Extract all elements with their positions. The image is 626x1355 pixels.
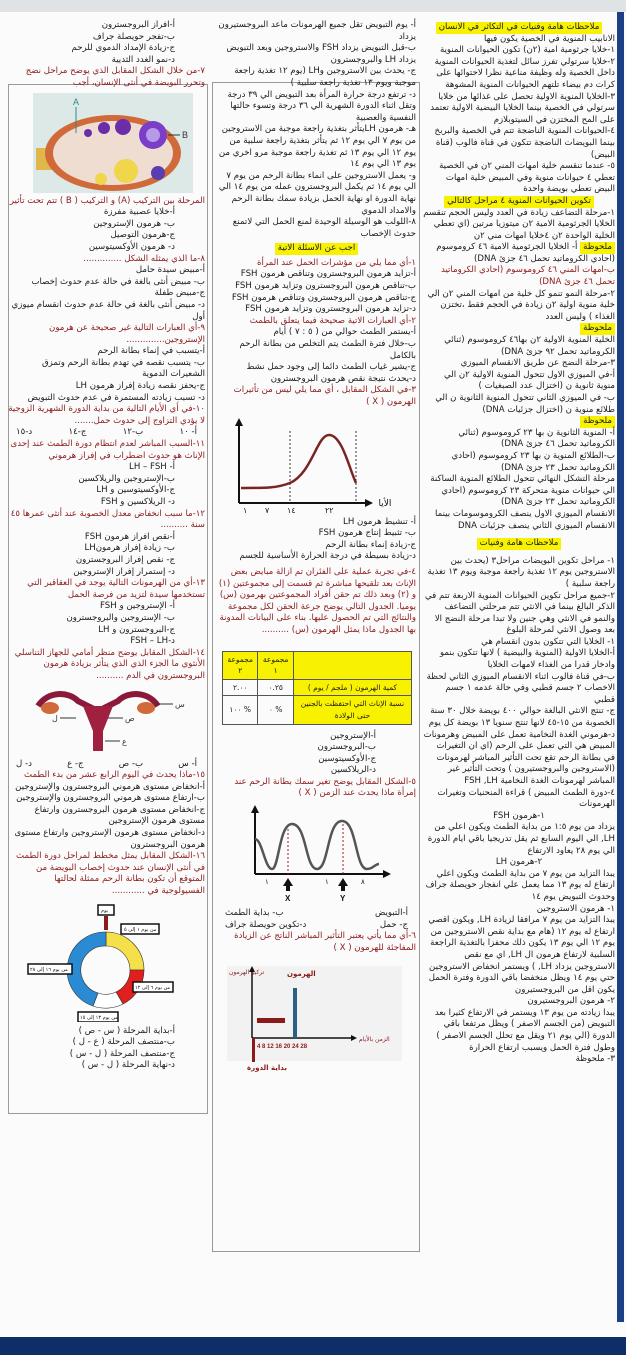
svg-text:B: B	[182, 129, 189, 140]
option: ج- ع	[67, 758, 84, 769]
option: د- هرمون الأوكسيتوسين	[88, 241, 175, 252]
text-line: يبدا زيادته من يوم ١٣ ويستمر في الارتفاع كثيرا بعد التبويض (من الجسم الاصفر ) ويظل مرتفعا باقي الدورة (الي يوم ٢١ ويقل مع تحلل الجسم الاصفر ) وطول فترة الحمل ويسبب ارتفاع الحرارة	[434, 1007, 615, 1053]
option: ج-يشير غياب الطمث دائما إلى وجود حمل نشط	[246, 362, 416, 373]
option: أ-يتسبب في إنماء بطانة الرحم	[97, 346, 205, 357]
text-line: أ- الخلايا الجرثومية الامية ٤٦ كروموسوم (احادي الكروماتيد تحمل ٤٦ جزئ DNA)	[436, 242, 615, 264]
text-line: ج- يحدث بين الاستروجين وLH (يوم ١٢ تغذية راجعة موجبة ويوم ١٣ تغذية راجعة سلبية )	[234, 66, 416, 88]
option: ب-تفجر حويصلة جراف	[92, 31, 175, 42]
text-line: و- يعمل الاستروجين على انماء بطانة الرحم من يوم ٧ الي يوم ١٤ ثم يكمل البروجسترون عمله من يوم ١٤ الي نهاية الدورة او نهاية الحمل بزيادة سمك بطانة الرحم والامداد الدموي	[218, 170, 416, 216]
option: ج-الأوكسيتوسين	[318, 753, 376, 764]
option: أ- ١٠	[179, 427, 197, 438]
hormone-x-chart	[217, 413, 416, 513]
svg-text:الزمن بالأيام: الزمن بالأيام	[359, 1036, 390, 1044]
option: ب-البروجسترون	[317, 742, 376, 753]
option: ب-خلال فترة الطمث يتم التخلص من بطانة الرحم بالكامل	[239, 339, 416, 361]
text-line: ٢-خلايا سرتولي تفرز سائل لتغذية الحيوانات المنوية داخل الخصية وله وظيفة مناعية نظرا لاحتوائها على كرات دم بيضاء تلتهم الحيوانات المنوية المشوهة	[434, 56, 615, 90]
option: ج- حمل	[379, 919, 408, 930]
option: ب- هرمون الإستروجين	[93, 218, 175, 229]
option: ج-١٤	[68, 427, 87, 438]
section-title-sperm: تكوين الحيوانات المنوية ٤ مراحل كالتالي	[444, 196, 594, 208]
option: أ-التبويض	[374, 908, 408, 919]
hormone-peak-chart	[217, 958, 416, 1073]
text-line: مرحلة التشكل النهائي تتحول الطلائع المنوية الساكنة الي حيوانات منوية متحركة ٢٣ كروموسوم (احادي الكروماتيد تحمل ٢٣ جزئ DNA)	[430, 474, 615, 508]
option: د-تكوين حويصلة جراف	[225, 919, 307, 930]
question-1: ١-أي مما يلي من مؤشرات الحمل عند المرأة	[256, 257, 416, 268]
svg-text:١: ١	[325, 878, 329, 887]
option: ج-تناقص هرمون البروجسترون وتناقص هرمون FSH	[231, 292, 416, 303]
svg-text:من يوم ١ إلى ٥: من يوم ١ إلى ٥	[124, 926, 157, 933]
text-line: ١- الخلايا التي تتكون بدون انقسام هي	[481, 636, 615, 647]
option: د- تسبب زيادته المستمرة في عدم حدوث التبويض	[27, 392, 205, 403]
option: ب-تناقص هرمون البروجسترون وتزايد هرمون FSH	[235, 281, 416, 292]
text-line: ب-امهات المني ٤٦ كروموسوم (احادي الكروماتيد تحمل ٤٦ جزئ DNA)	[440, 265, 615, 288]
table-header: مجموعة ٢	[223, 651, 258, 679]
note-label: ملحوظة	[580, 323, 615, 335]
uterus-diagram	[8, 686, 205, 756]
option: ب-منتصف المرحلة ( ع - ل )	[72, 1037, 175, 1048]
text-line: ٢-جميع مراحل تكوين الحيوانات المنوية الاربعة تتم في الذكر البالغ بينما في الانثي تتم مرحلتي التضاعف والنمو في الانثي وهي جنين ولا تبدا مرحلة النضج الا بعد وصول الانثي لمرحلة البلوغ	[425, 590, 615, 636]
option: أ-انخفاض مستوى هرموني البروجسترون والإستروجين	[15, 781, 205, 792]
text-line: ٤-دورة الطمث المبيض ) قراءة المنحنيات وتغيرات الهرمونات	[437, 787, 615, 810]
table-cell: كمية الهرمون ( ملجم / يوم )	[293, 679, 411, 696]
text-line: ١-مرحلة التضاعف زيادة في العدد وليس الحجم تنقسم الخلايا الجرثومية الامية ٢ن ميتوزيا مرتين (اي تعطي الخلية الواحدة ٢ن ٤خلايا امهات مني ٢ن	[423, 207, 615, 241]
svg-text:بداية الدورة: بداية الدورة	[247, 1064, 287, 1073]
questions-title: اجب عن الاسئلة الاتية	[275, 243, 358, 255]
question-10: ١٠-في أي الأيام التالية من بداية الدورة الشهرية الزوجية لا يؤدي التزاوج إلى حدوث حمل.......	[8, 404, 205, 426]
option: ب-الإستروجين والريلاكسين	[78, 473, 175, 484]
text-line: ٣-الخلايا المنوية الاولية تحصل على غذائها من خلايا سرتولي في الخصية بينما الخلايا البيضية الاولية تعتمد على المح المختزن في السيتوبلازم	[430, 91, 615, 125]
option: د- مبيض أنثى بالغة في حالة عدم حدوث انقسام ميوزي أول	[11, 299, 205, 322]
option: ج- نقص إفراز البروجسترون	[75, 554, 175, 565]
svg-text:يوم: يوم	[101, 907, 109, 914]
svg-text:٨: ٨	[361, 878, 365, 887]
option: أ-خلايا عصبية مفرزة	[103, 207, 175, 218]
text-line: ٨-اللولب هو الوسيلة الوحيدة لمنع الحمل التي لاتمنع حدوث الإخصاب	[232, 217, 416, 239]
svg-text:٢٢: ٢٢	[325, 505, 334, 513]
text-line: ٣-مرحلة النضج عن طريق الانقسام الميوزي	[460, 358, 615, 369]
option: أ- تنشيط هرمون LH	[343, 516, 416, 527]
option: د- إستمرار إفراز الإستروجين	[73, 566, 175, 577]
text-line: أ-الخلايا الاولية (المنوية والبيضية ) لانها تتكون بنمو وادخار قدرا من الغذاء لامهات الخلايا	[439, 648, 615, 671]
text-line: يزداد من يوم ١:٥ من بداية الطمث ويكون اعلي من LH, الي اليوم السابع ثم يقل تدريجيا باقي ايام الدورة الي يوم ٢٨ يعاود الارتفاع	[427, 822, 615, 856]
table-cell: نسبة الإناث التي احتفظت بالجنين حتى الولادة	[293, 696, 411, 724]
table-header	[293, 651, 411, 679]
question-13: ١٣-أي من الهرمونات التالية يوجد في العقاقير التي تستخدمها سيدة لتزيد من فرصة الحمل	[27, 578, 205, 600]
left-column	[4, 20, 209, 1072]
svg-text:ع: ع	[122, 736, 127, 746]
note-label: ملحوظة	[580, 242, 615, 254]
text-line: ٢-هرمون LH	[495, 857, 543, 868]
option: ب- مبيض أنثى بالغة في حالة عدم حدوث إخصاب	[31, 276, 205, 287]
section-title-notes: ملاحظات هامة وفنيات في التكاثر في الانسان	[436, 22, 603, 34]
option: ب- الإستروجين والبروجسترون	[66, 612, 175, 623]
text-line: أ- يوم التبويض تقل جميع الهرمونات ماعد البروجستيرون يزداد	[218, 20, 416, 42]
svg-text:X: X	[285, 894, 291, 904]
option: د-الريلاكسين	[330, 765, 376, 776]
option: د- ل	[16, 758, 32, 769]
option: أ- س	[178, 758, 197, 769]
text-line: الخلية المنوية الاولية ٢ن بها٤٦ كروموسوم (ثنائي الكروماتيد تحمل ٩٢ جزئ DNA)	[444, 335, 615, 357]
option: أ-يستمر الطمث حوالي من ( ٥ : ٧ ) أيام	[273, 327, 416, 338]
option: ج-يحفز نقصه زيادة إفراز هرمون LH	[75, 381, 205, 392]
hormone-table	[222, 651, 412, 725]
option: أ-نقص افراز هرمون FSH	[84, 531, 175, 542]
option: د- الريلاكسين و FSH	[100, 497, 175, 507]
text-line: ٢-مرحلة النمو تنمو كل خلية من امهات المني ٢ن الي خلية منوية اولية ٢ن زيادة في الحجم فقط ،تختزن الغذاء ) وليس العدد	[427, 288, 615, 322]
table-cell: % ١٠٠	[223, 696, 258, 724]
table-cell: ٢.٠٠	[223, 679, 258, 696]
text-line: ج- تنتج الانثي البالغة حوالي ٤٠٠ بويضة خلال ٣٠ سنة الخصوبة من ١٥-٤٥ لانها تنتج سنويا ١٣ بويضة كل يوم	[428, 706, 615, 729]
option: ب- زيادة إفراز هرمونLH	[84, 543, 175, 554]
question-5: ٥-الشكل المقابل يوضح تغير سمك بطانة الرحم عند إمرأة ماذا يحدث عند الزمن ( X )	[234, 776, 416, 799]
text-line: ٥- عندما تنقسم خلية امهات المني ٢ن في الخصية تعطي ٤ حيوانات منوية وفي المبيض خلية امهات البيض تعطي بويضة واحدة	[439, 161, 615, 195]
question-15: ١٥-ماذا يحدث في اليوم الرابع عشر من بدء الطمث	[24, 770, 205, 781]
option: د-تزايد هرمون البروجسترون وتزايد هرمون FSH	[245, 304, 416, 315]
text-line: أ- المنوية الثانوية ن بها ٢٣ كروموسوم (ثنائي الكروماتيد تحمل ٤٦ جزئ DNA)	[458, 427, 615, 450]
option: أ- LH – FSH	[129, 462, 175, 473]
option: ب- ص	[118, 758, 144, 769]
svg-text:الأيا: الأيا	[378, 498, 392, 509]
option: أ- الإستروجين و FSH	[100, 601, 175, 612]
option: ج-منتصف المرحلة ( ل - س )	[69, 1048, 175, 1059]
text-line: ١-هرمون FSH	[493, 810, 545, 821]
option: أ-افراز البروجسترون	[101, 20, 175, 30]
top-bar	[0, 0, 626, 12]
table-cell: ٠.٢٥	[258, 679, 293, 696]
svg-text:١٤: ١٤	[287, 505, 296, 513]
question-9: ٩-أي العبارات التالية غير صحيحة عن هرمون الإستروجين..............	[49, 323, 205, 345]
option: ج-هرمون التوصيل	[110, 230, 175, 241]
question-14: ١٤-الشكل المقابل يوضح منظر أمامي للجهاز التناسلي الأنثوي ما الجزء الذي الذي يتأثر بزيادة هرمون البروجسترون في الدم ..........	[14, 647, 205, 681]
text-line: ٢- هرمون البروجستيرون	[527, 996, 615, 1007]
option: د-يحدث نتيجة نقص هرمون البروجسترون	[270, 373, 416, 384]
question-8: ٨-ما الذي يمثله الشكل ..............	[83, 253, 205, 264]
svg-text:تركيز الهرمون: تركيز الهرمون	[229, 969, 265, 977]
option: ج-الأوكسيتوسين و LH	[96, 485, 175, 496]
option: ب- تثبيط إنتاج هرمون FSH	[318, 528, 416, 539]
note-label: ملحوظة	[580, 416, 615, 428]
text-line: ٣- ملحوظة	[575, 1054, 615, 1065]
text-line: ب-الطلائع المنوية ن بها ٢٣ كروموسوم (احادي الكروماتيد تحمل ٢٣ جزئ DNA)	[451, 450, 615, 473]
right-column	[421, 22, 617, 1066]
option: د-نمو الغدد الثديية	[111, 54, 175, 65]
text-line: الانابيب المنوية في الخصية يكون فيها	[483, 33, 615, 44]
option: ج-مبيض طفلة	[154, 288, 205, 299]
text-line: ب-قبل التبويض يزداد FSH والاستروجين وبعد التبويض يزداد LH والبروجسترون	[226, 43, 416, 65]
ovary-diagram	[8, 93, 205, 193]
question-7-sub: المرحلة بين التركيب (A) و التركيب ( B ) تتم تحت تأثير	[9, 195, 205, 206]
option: أ-الإستروجين	[330, 730, 376, 741]
text-line: ٤-الحيوانات المنوية الناضجة تتم في الخصية والبربخ بينما البويضات الناضجة تتكون في قناة فالوب (قناة البيض)	[434, 126, 615, 160]
option: أ-بداية المرحلة ( س - ص )	[78, 1025, 175, 1036]
question-4: ٤-في تجربة عملية على الفئران تم ازالة مبايض بعض الإناث بعد تلقيحها مباشرة ثم قسمت إلى مجموعتين (١) و (٢) وبعد ذلك تم حقن أفراد المجموعتين بهرمون (س) يوميا. الجدول التالي يوضح جرعة الحقن لكل مجموعة والنتائج التي تم الحصول عليها. بناء على البيانات المدونة بها الجدول ماذا يمثل الهرمون (س) ..........	[218, 566, 416, 635]
option: أ-مبيض سيدة حامل	[135, 265, 205, 276]
text-line: ١- مراحل تكوين البويضات مراحل٣ (يحدث بين الاستروجين يوم ١٢ تغذية راجعة موجبة ويوم ١٣ تغذية راجعة سلبية )	[427, 555, 615, 589]
question-3: ٣-في الشكل المقابل ، أي مما يلي ليس من تأثيرات الهرمون ( X )	[233, 385, 416, 407]
table-cell: % ٠	[258, 696, 293, 724]
question-12: ١٢-ما سبب انخفاض معدل الخصوبة عند أنثى عمرها ٤٥ سنة ..........	[10, 508, 205, 531]
text-line: د-هرموني الغدة النخامية تعمل على المبيض وهرمونات المبيض هي التي تعمل على الرحم (اي ان التغيرات في بطانة الرحم تقع تحت التأثير المباشر لهرمونات (الاستروجين والبروجستيرون ) وتحت التأثير غير المباشر لهرمونات الغدة النخامية FSH ,LH	[423, 729, 615, 786]
text-line: ب-في قناة فالوب اثناء الانقسام الميوزي الثاني لحظة الاخصاب ٢ جسم قطبي وفي حالة عدمه ١ جسم قطبي	[426, 671, 615, 705]
svg-text:ص: ص	[125, 713, 135, 723]
text-line: ب- في الميوزي الثاني تتحول المنوية الثانوية ن الي طلائع منوية ن (اختزال جزئيات DNA)	[435, 393, 615, 415]
option: ج-زيادة إنماء بطانة الرحم	[325, 539, 416, 550]
svg-text:الهرمون: الهرمون	[287, 970, 316, 979]
bottom-bar	[0, 1337, 626, 1355]
section-title-tips: ملاحظات هامة وفنيات	[477, 538, 562, 550]
option: د-نهاية المرحلة ( ل - س )	[81, 1060, 175, 1071]
svg-text:س: س	[175, 699, 185, 709]
option: د-FSH – LH	[130, 636, 175, 647]
option: د-انخفاض مستوى هرمون الإستروجين وارتفاع مستوى هرمون البروجسترون	[14, 828, 205, 850]
svg-text:من يوم ١٣ إلى ١٥: من يوم ١٣ إلى ١٥	[80, 1014, 118, 1021]
svg-text:ل: ل	[52, 713, 58, 723]
svg-text:من يوم ٦ إلى ١٢: من يوم ٦ إلى ١٢	[135, 984, 171, 991]
svg-text:١: ١	[265, 878, 269, 887]
question-2: ٢-أي العبارات الاتية صحيحة فيما يتعلق بالطمث	[249, 315, 416, 326]
endometrium-chart	[217, 804, 416, 904]
table-header: مجموعة ١	[258, 651, 293, 679]
option: د-١٥	[16, 427, 33, 438]
svg-text:١: ١	[243, 505, 248, 513]
text-line: الانقسام الميوزي الاول ينصف الكروموسومات بينما الانقسام الميوزي الثاني ينصف جزئيات DNA	[435, 508, 615, 531]
svg-text:من يوم ١٦ إلى ٢٨: من يوم ١٦ إلى ٢٨	[30, 966, 68, 973]
option: ج-زيادة الإمداد الدموي للرحم	[71, 43, 175, 54]
menstrual-cycle-diagram	[8, 902, 205, 1022]
option: ب-ارتفاع مستوى هرموني البروجسترون والإستروجين	[16, 793, 205, 804]
question-6: ٦-أي مما يأتي يعتبر التأثير المباشر الناتج عن الزيادة المفاجئة للهرمون ( X )	[234, 931, 416, 953]
option: ب- يتسبب نقصه في تهدم بطانة الرحم وتمزق الشعيرات الدموية	[41, 357, 205, 380]
option: د-زيادة بسيطة في درجة الحرارة الأساسية للجسم	[239, 551, 416, 562]
text-line: أ-في الميوزي الاول تتحول المنوية الاولية ٢ن الي منوية ثانوية ن (اختزال عدد الصبغيات )	[443, 369, 615, 392]
text-line: هـ- هرمون LHيتأثر بتغذية راجعة موجبة من الاستروجين من يوم ٧ الي يوم ١٢ ثم يتأثر بتغذية راجعة سلبية من يوم ١٢ الي يوم ١٣ ثم تغذية راجعة موجبة مرو اخري من يوم ١٣ الي يوم ١٤	[218, 124, 416, 170]
question-11: ١١-السبب المباشر لعدم انتظام دورة الطمث عند إحدى الإناث هو حدوث اضطراب في إفراز هرموني	[10, 439, 205, 461]
option: ج-انخفاض مستوى هرمون البروجسترون وارتفاع مستوى هرمون الإستروجين	[34, 804, 205, 827]
text-line: ١- هرمون الاستروجين	[536, 903, 615, 914]
option: أ-تزايد هرمون البروجسترون وتناقص هرمون FSH	[240, 269, 416, 280]
svg-text:4 8 12 16 20 24 28: 4 8 12 16 20 24 28	[257, 1044, 308, 1051]
middle-column	[213, 20, 420, 1073]
option: ب-١٢	[122, 427, 144, 438]
svg-text:A: A	[73, 96, 80, 107]
question-7: ٧-من خلال الشكل المقابل الذي يوضح مراحل نضج وتحرر البويضة في أنثى الإنسان، أجب	[25, 66, 205, 88]
option: ج-البروجسترون و LH	[98, 624, 175, 635]
svg-text:Y: Y	[340, 894, 346, 904]
text-line: يبدا التزايد من يوم ٧ من بداية الطمث ويكون اعلي ارتفاع له يوم ١٣ مما يعمل علي انفجار حويصلة جراف وحدوث التبويض يوم ١٤	[425, 868, 615, 902]
text-line: د- ترتفع درجة حرارة المرأة بعد التبويض الي ٣٩ درجة وتقل اثناء الدورة الشهرية الي ٣٦ درجة وتسوء حالتها النفسية والعصبية	[227, 89, 416, 123]
page-border	[617, 12, 624, 1322]
svg-text:٧: ٧	[265, 505, 270, 513]
option: ب- بداية الطمث	[225, 908, 284, 919]
text-line: ١-خلايا جرثومية امية (٢ن) تكون الحيوانات المنوية	[439, 45, 615, 56]
text-line: يبدا التزايد من يوم ٧ مرافقا لزيادة LH, ويكون اقصي ارتفاع له يوم ١٢ (هام مع بداية نقص الاستروجين من يوم ١٢ الي يوم ١٣ يكون ذلك محفزا بالتغذية الراجعة السلبية لارتفاع هرمون ال LH, اي مع نقص الاستروجين يزداد LH, ) ويستمر انخفاض الاستروجين حتي يوم ١٤ ويظل منخفضا باقي الدورة وفترة الحمل يكون اقل من البروجستيرون	[428, 915, 615, 995]
question-16: ١٦-الشكل المقابل يمثل مخطط لمراحل دورة الطمث في أنثى الإنسان عند حدوث إخصاب البويضة من المتوقع أن تكون بطانة الرحم ممثلة لحالتها الفسيولوجية في ............	[16, 851, 205, 897]
